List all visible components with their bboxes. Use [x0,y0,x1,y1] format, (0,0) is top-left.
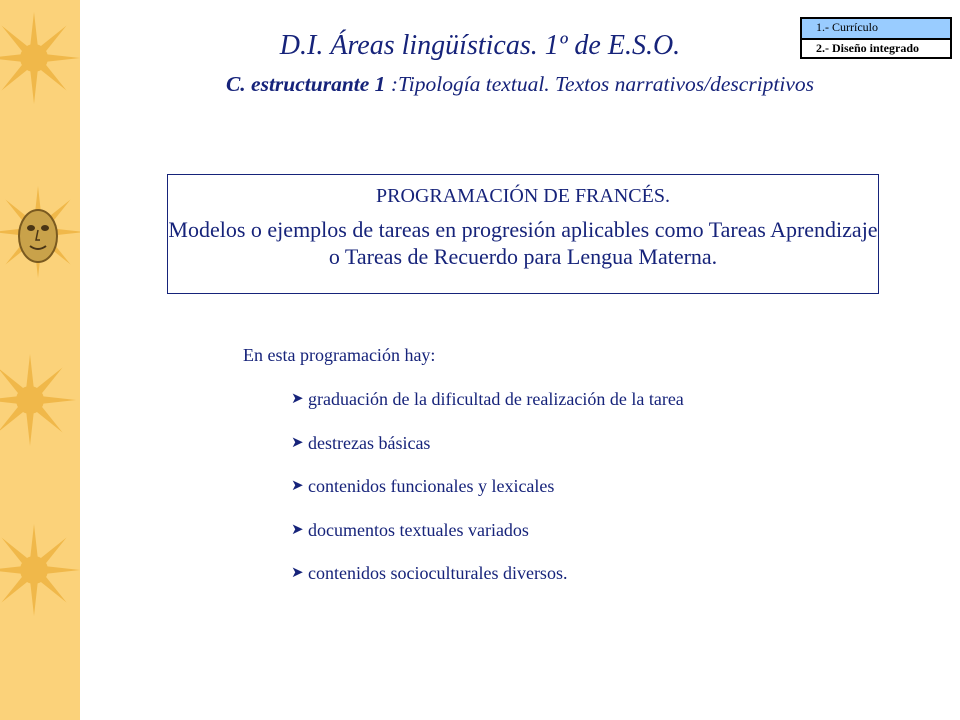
arrow-bullet-icon: ➤ [291,434,304,451]
list-item [291,387,684,431]
list-item [291,518,684,562]
arrow-bullet-icon: ➤ [291,521,304,538]
list-item-text: contenidos funcionales y lexicales [308,476,555,496]
page-subtitle [80,72,960,97]
list-item [291,431,684,475]
list-item-text: graduación de la dificultad de realización de la tarea [308,389,684,409]
program-box [167,174,879,294]
subtitle-rest: :Tipología textual. Textos narrativos/descriptivos [385,72,815,96]
arrow-bullet-icon: ➤ [291,565,304,581]
arrow-bullet-icon: ➤ [291,478,304,494]
list-item [291,561,684,605]
nav-menu [800,17,952,59]
box-heading: PROGRAMACIÓN DE FRANCÉS. [376,185,670,207]
list-item-text: documentos textuales variados [308,519,529,540]
subtitle-bold: C. estructurante 1 [225,72,386,96]
intro-text: En esta programación hay: [243,345,436,365]
nav-diseno-integrado-button[interactable]: 2.- Diseño integrado [800,38,952,59]
sun-mask-icon [0,186,80,278]
list-item-text: destrezas básicas [308,432,431,453]
nav-curriculo-button[interactable]: 1.- Currículo [800,17,952,38]
content-list [291,387,684,605]
list-item [291,474,684,518]
sun-icon [0,354,76,446]
page-title: D.I. Áreas lingüísticas. 1º de E.S.O. [279,30,681,61]
list-item-text: contenidos socioculturales diversos. [308,563,568,583]
sun-icon [0,12,80,104]
sun-pattern [0,0,80,720]
box-description: Modelos o ejemplos de tareas en progresión aplicables como Tareas Aprendizaje o Tareas de Recuerdo para Lengua Materna. [168,217,878,269]
sun-icon [0,524,80,616]
arrow-bullet-icon: ➤ [291,391,304,407]
decorative-strip [0,0,80,720]
